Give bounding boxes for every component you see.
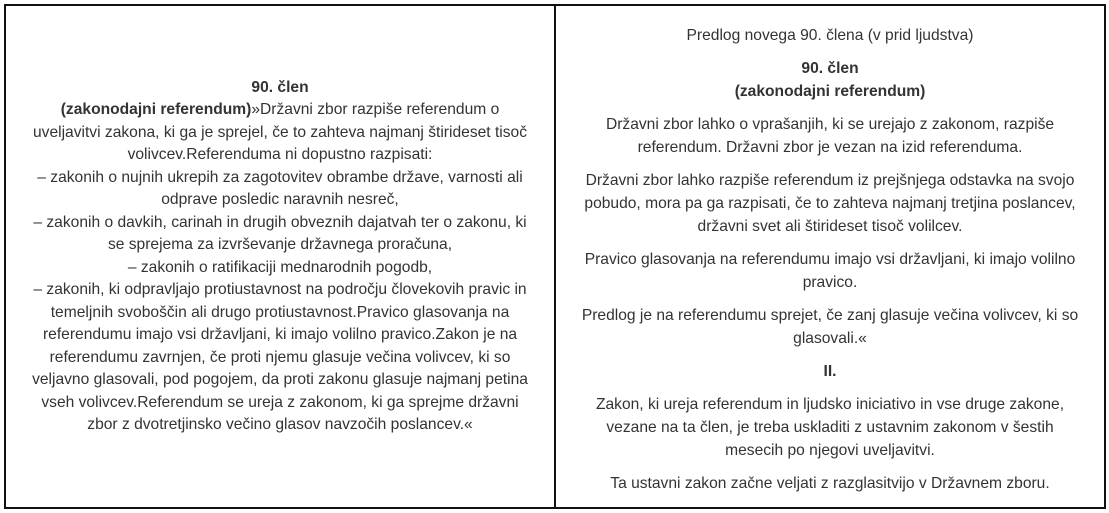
current-article-line: – zakonih o davkih, carinah in drugih obveznih dajatvah ter o zakonu, ki	[33, 213, 527, 231]
current-article-line: – zakonih o ratifikaciji mednarodnih pogodb,	[127, 258, 433, 276]
current-article-line: temeljnih svoboščin ali drugo protiustavnost.Pravico glasovanja na	[50, 303, 510, 321]
current-article-subtitle: (zakonodajni referendum)	[60, 101, 252, 118]
current-article-line: uveljavitvi zakona, ki ga je sprejel, če to zahteva najmanj štirideset tisoč	[32, 123, 528, 141]
comparison-table	[4, 4, 1106, 509]
paragraph-line: glasovali.«	[793, 330, 867, 347]
paragraph-line: Ta ustavni zakon začne veljati z razglasitvijo v Državnem zboru.	[610, 475, 1050, 492]
paragraph-line: Predlog je na referendumu sprejet, če zanj glasuje večina volivcev, ki so	[581, 307, 1079, 324]
section-label: II.	[823, 363, 837, 380]
current-article-line: – zakonih o nujnih ukrepih za zagotovitev obrambe države, varnosti ali	[37, 168, 523, 186]
current-article-text	[20, 77, 540, 437]
comparison-row	[5, 5, 1105, 508]
paragraph-line: referendum. Državni zbor je vezan na izid referenduma.	[637, 139, 1023, 156]
paragraph-line: mesecih po njegovi uveljavitvi.	[725, 442, 935, 459]
current-article-line: odprave posledic naravnih nesreč,	[161, 191, 399, 208]
current-article-line: referendumu zavrnjen, če proti njemu glasuje večina volivcev, ki so	[49, 348, 511, 366]
current-article-line: vseh volivcev.Referendum se ureja z zakonom, ki ga sprejme državni	[41, 393, 519, 411]
current-article-line: – zakonih, ki odpravljajo protiustavnost na področju človekovih pravic in	[33, 281, 527, 298]
proposed-article-heading	[570, 57, 1090, 103]
current-article-line: veljavno glasovali, pod pogojem, da proti zakonu glasuje najmanj petina	[32, 371, 528, 388]
proposed-article-title: 90. člen	[801, 60, 859, 77]
paragraph-line: državni svet ali štirideset tisoč volilcev.	[697, 218, 963, 235]
proposal-intro: Predlog novega 90. člena (v prid ljudstva)	[686, 27, 974, 44]
proposed-paragraph-4	[570, 304, 1090, 350]
paragraph-line: Zakon, ki ureja referendum in ljudsko iniciativo in vse druge zakone,	[595, 396, 1065, 413]
current-article-line: »Državni zbor razpiše referendum o	[251, 101, 500, 118]
current-article-line: zbor z dvotretjinsko večino glasov navzočih poslancev.«	[87, 416, 473, 433]
proposed-paragraph-1	[570, 113, 1090, 159]
current-article-cell	[5, 5, 555, 508]
proposed-paragraph-3	[570, 248, 1090, 294]
proposed-paragraph-2	[570, 169, 1090, 238]
paragraph-line: Državni zbor lahko o vprašanjih, ki se urejajo z zakonom, razpiše	[605, 116, 1055, 133]
proposed-article-text	[570, 24, 1090, 495]
paragraph-line: vezane na ta člen, je treba uskladiti z ustavnim zakonom v šestih	[606, 419, 1054, 436]
paragraph-line: Državni zbor lahko razpiše referendum iz prejšnjega odstavka na svojo	[585, 172, 1075, 189]
paragraph-line: pravico.	[802, 274, 858, 291]
current-article-line: referendumu imajo vsi državljani, ki imajo volilno pravico.Zakon je na	[42, 326, 518, 343]
proposed-article-cell	[555, 5, 1105, 508]
section-paragraph-1	[570, 393, 1090, 462]
current-article-title: 90. člen	[251, 78, 309, 96]
current-article-line: se sprejema za izvrševanje državnega proračuna,	[107, 236, 453, 253]
current-article-line: volivcev.Referenduma ni dopustno razpisati:	[127, 146, 433, 163]
section-paragraph-2	[570, 472, 1090, 495]
comparison-table-wrapper	[4, 4, 1104, 509]
proposed-article-subtitle: (zakonodajni referendum)	[734, 83, 926, 100]
paragraph-line: Pravico glasovanja na referendumu imajo vsi državljani, ki imajo volilno	[584, 251, 1076, 268]
paragraph-line: pobudo, mora pa ga razpisati, če to zahteva najmanj tretjina poslancev,	[584, 195, 1076, 212]
